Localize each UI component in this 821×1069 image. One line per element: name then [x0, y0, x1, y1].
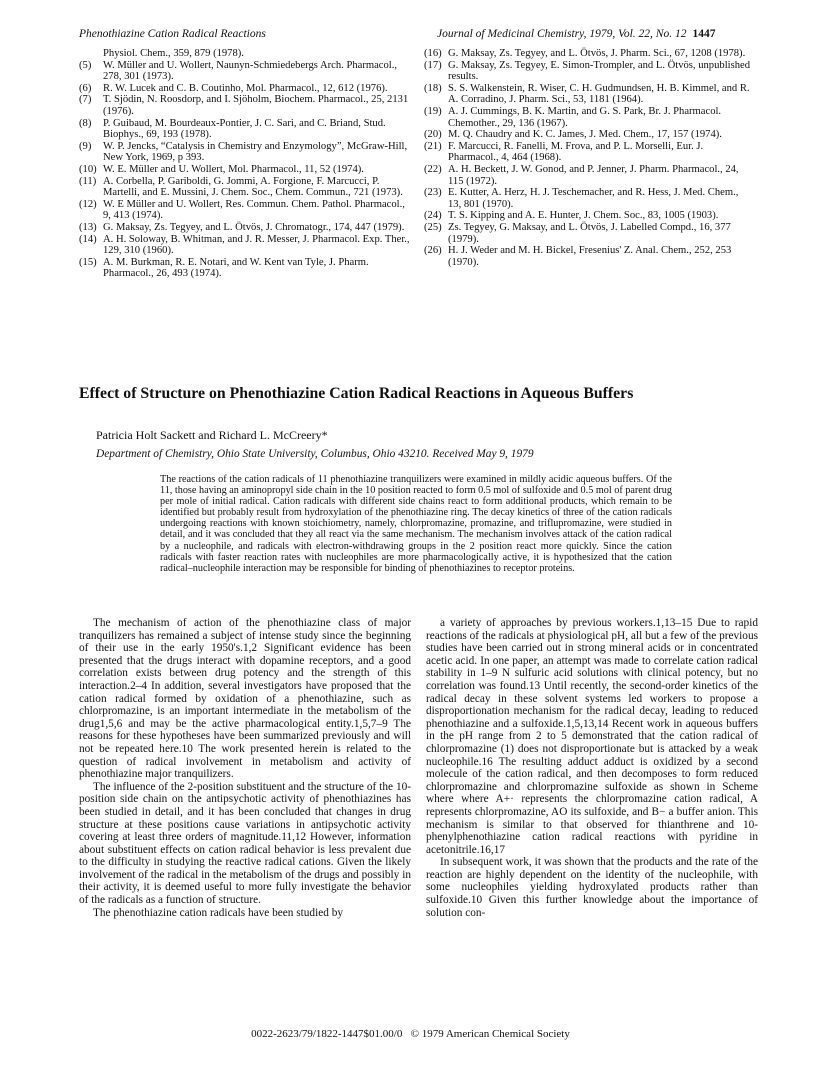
reference-number: (7): [79, 94, 92, 106]
reference-number: (6): [79, 82, 92, 94]
body-paragraph: The phenothiazine cation radicals have been studied by: [93, 906, 344, 919]
body-paragraph: a variety of approaches by previous workers.1,13–15 Due to rapid reactions of the radicals at physiological pH, all but a few of the previous studies have been carried out in strong mineral acids or in concentrated acetic acid. In one paper, an attempt was made to correlate cation radical stability in 1–9 N sulfuric acid solutions with clinical potency, but no correlation was found.13 Until recently, the second-order kinetics of the radical decay in these solvent systems led workers to propose a disproportionation mechanism for the radical decay, leading to reduced phenothiazine and a sulfoxide.1,5,13,14 Recent work in aqueous buffers in the pH range from 2 to 5 demonstrated that the cation radical of chlorpromazine (1) does not disproportionate but is attacked by a weak nucleophile.16 The resulting adduct adduct is oxidized by a second molecule of the cation radical, and then decomposes to form reduced chlorpromazine and chlorpromazine sulfoxide as shown in Scheme where where A+· represents the chlorpromazine cation radical, A represents chlorpromazine, AO its sulfoxide, and B− a buffer anion. This mechanism is similar to that observed for thianthrene and 10-phenylphenothiazine cation radical reactions with pyridine in acetonitrile.16,17: [426, 617, 758, 856]
reference-number: (8): [79, 117, 92, 129]
article-abstract: The reactions of the cation radicals of 11 phenothiazine tranquilizers were examined in mildly acidic aqueous buffers. Of the 11, those having an aminopropyl side chain in the 10 position reacted to form 0.5 mol of sulfoxide and 0.5 mol of parent drug per mole of initial radical. Cation radicals with different side chains react to form additional products, which remain to be identified but probably result from hydroxylation of the phenothiazine ring. The decay kinetics of three of the cation radicals undergoing reactions with known stoichiometry, namely, chlorpromazine, promazine, and triflupromazine, were studied in detail, and it was concluded that they all react via the same mechanism. The mechanism involves attack of the cation radical by a nucleophile, and radicals with electron-withdrawing groups in the 2 position react more quickly. Since the cation radicals with faster reaction rates with nucleophiles are more pharmacologically active, it is hypothesized that the cation radical–nucleophile interaction may be responsible for binding of phenothiazines to receptor proteins.: [160, 474, 672, 574]
reference-text: F. Marcucci, R. Fanelli, M. Frova, and P. L. Morselli, Eur. J. Pharmacol., 4, 464 (1968).: [448, 140, 704, 164]
journal-citation: Journal of Medicinal Chemistry, 1979, Vol. 22, No. 12: [437, 28, 687, 40]
reference-text: G. Maksay, Zs. Tegyey, E. Simon-Trompler, and L. Ötvös, unpublished results.: [448, 59, 751, 83]
reference-number: (24): [424, 210, 442, 222]
article-title: Effect of Structure on Phenothiazine Cation Radical Reactions in Aqueous Buffers: [79, 385, 634, 402]
reference-text: A. Corbella, P. Gariboldi, G. Jommi, A. Forgione, F. Marcucci, P. Martelli, and E. Mussini, J. Chem. Soc., Chem. Commun., 721 (1973).: [103, 175, 403, 199]
references-right-column: [424, 48, 750, 268]
reference-number: (16): [424, 48, 442, 59]
body-paragraph: The influence of the 2-position substituent and the structure of the 10-position side chain on the antipsychotic activity of phenothiazines has been studied in detail, and it has been concluded that changes in drug structure at these positions cause variations in antipsychotic activity covering at least three orders of magnitude.11,12 However, information about substituent effects on cation radical behavior is less prevalent due to the difficulty in studying the reactive radical cations. Given the likely involvement of the radical in the metabolism of the drugs and possibly in their activity, it is deemed useful to more fully investigate the behavior of the radicals as a function of structure.: [79, 780, 411, 907]
reference-text: W. E Müller and U. Wollert, Res. Commun. Chem. Pathol. Pharmacol., 9, 413 (1974).: [103, 198, 405, 222]
reference-number: (25): [424, 221, 442, 233]
reference-text: G. Maksay, Zs. Tegyey, and L. Ötvös, J. Chromatogr., 174, 447 (1979).: [103, 221, 405, 233]
reference-text: W. Müller and U. Wollert, Naunyn-Schmiedebergs Arch. Pharmacol., 278, 301 (1973).: [103, 59, 398, 83]
reference-item: [424, 245, 750, 268]
reference-number: (17): [424, 59, 442, 71]
reference-number: (13): [79, 221, 97, 233]
reference-item: [424, 210, 750, 222]
reference-text: W. E. Müller and U. Wollert, Mol. Pharmacol., 11, 52 (1974).: [103, 163, 364, 175]
reference-number: (12): [79, 198, 97, 210]
reference-number: (26): [424, 245, 442, 257]
reference-text: M. Q. Chaudry and K. C. James, J. Med. Chem., 17, 157 (1974).: [448, 129, 722, 141]
reference-number: (5): [79, 59, 92, 71]
reference-item: [424, 106, 750, 129]
reference-item: [79, 60, 410, 83]
references-left-column: [79, 48, 410, 280]
reference-text: H. J. Weder and M. H. Bickel, Fresenius' Z. Anal. Chem., 252, 253 (1970).: [448, 245, 732, 268]
reference-item: [424, 60, 750, 83]
reference-number: (22): [424, 163, 442, 175]
reference-number: (23): [424, 187, 442, 199]
reference-item: [79, 48, 410, 60]
reference-item: [79, 118, 410, 141]
reference-text: A. J. Cummings, B. K. Martin, and G. S. Park, Br. J. Pharmacol. Chemother., 29, 136 (1967).: [448, 105, 722, 129]
reference-number: (9): [79, 140, 92, 152]
reference-text: A. H. Soloway, B. Whitman, and J. R. Messer, J. Pharmacol. Exp. Ther., 129, 310 (1960).: [103, 233, 410, 257]
reference-number: (18): [424, 82, 442, 94]
reference-item: [424, 164, 750, 187]
body-text-right-column: [426, 617, 758, 919]
reference-text: G. Maksay, Zs. Tegyey, and L. Ötvös, J. Pharm. Sci., 67, 1208 (1978).: [448, 48, 746, 59]
reference-item: [79, 83, 410, 95]
copyright-footer: 0022-2623/79/1822-1447$01.00/0 © 1979 American Chemical Society: [251, 1028, 570, 1040]
reference-text: T. Sjödin, N. Roosdorp, and I. Sjöholm, Biochem. Pharmacol., 25, 2131 (1976).: [103, 94, 409, 117]
running-header-journal: [437, 28, 715, 40]
reference-number: (10): [79, 163, 97, 175]
reference-number: [79, 48, 103, 60]
body-text-left-column: [79, 617, 411, 919]
reference-number: (11): [79, 175, 97, 187]
running-header-title: Phenothiazine Cation Radical Reactions: [79, 28, 266, 40]
body-paragraph: In subsequent work, it was shown that the products and the rate of the reaction are highly dependent on the identity of the nucleophile, with some nucleophiles yielding hydroxylated products rather than sulfoxide.10 Given this further knowledge about the importance of solution con-: [426, 856, 758, 919]
reference-item: [79, 257, 410, 280]
reference-number: (21): [424, 140, 442, 152]
reference-text: R. W. Lucek and C. B. Coutinho, Mol. Pharmacol., 12, 612 (1976).: [103, 82, 388, 94]
reference-number: (14): [79, 233, 97, 245]
article-authors: Patricia Holt Sackett and Richard L. McCreery*: [96, 428, 328, 442]
reference-item: [79, 164, 410, 176]
reference-item: [79, 176, 410, 199]
reference-item: [424, 83, 750, 106]
reference-item: [424, 222, 750, 245]
reference-text: Physiol. Chem., 359, 879 (1978).: [103, 48, 244, 59]
reference-text: E. Kutter, A. Herz, H. J. Teschemacher, and R. Hess, J. Med. Chem., 13, 801 (1970).: [448, 187, 739, 210]
reference-number: (15): [79, 256, 97, 268]
article-affiliation: Department of Chemistry, Ohio State University, Columbus, Ohio 43210. Received May 9, 1979: [96, 448, 534, 460]
reference-item: [424, 141, 750, 164]
reference-item: [424, 48, 750, 60]
reference-text: P. Guibaud, M. Bourdeaux-Pontier, J. C. Sari, and C. Briand, Stud. Biophys., 69, 193 (1978).: [103, 117, 386, 141]
reference-item: [79, 94, 410, 117]
reference-item: [424, 129, 750, 141]
reference-item: [79, 141, 410, 164]
reference-text: A. H. Beckett, J. W. Gonod, and P. Jenner, J. Pharm. Pharmacol., 24, 115 (1972).: [448, 163, 739, 187]
reference-item: [79, 199, 410, 222]
reference-item: [79, 222, 410, 234]
reference-number: (19): [424, 105, 442, 117]
reference-text: Zs. Tegyey, G. Maksay, and L. Ötvös, J. Labelled Compd., 16, 377 (1979).: [448, 221, 731, 245]
reference-text: T. S. Kipping and A. E. Hunter, J. Chem. Soc., 83, 1005 (1903).: [448, 210, 719, 222]
reference-text: W. P. Jencks, “Catalysis in Chemistry and Enzymology”, McGraw-Hill, New York, 1969, p 393.: [103, 140, 408, 164]
reference-item: [424, 187, 750, 210]
body-paragraph: The mechanism of action of the phenothiazine class of major tranquilizers has remained a subject of intense study since the beginning of their use in the early 1950's.1,2 Significant evidence has been presented that the drugs interact with dopamine receptors, and a good correlation exists between drug potency and the strength of this interaction.2–4 In addition, several investigators have proposed that the cation radical formed by oxidation of a phenothiazine, such as chlorpromazine, is an important intermediate in the metabolism of the drug1,5,6 and may be the active pharmacological entity.1,5,7–9 The reasons for these hypotheses have been summarized previously and will not be repeated here.10 The work presented herein is related to the question of radical involvement in metabolism and activity of phenothiazine major tranquilizers.: [79, 617, 411, 781]
reference-text: A. M. Burkman, R. E. Notari, and W. Kent van Tyle, J. Pharm. Pharmacol., 26, 493 (1974).: [103, 256, 369, 280]
reference-item: [79, 234, 410, 257]
reference-number: (20): [424, 129, 442, 141]
page-number: 1447: [692, 28, 716, 40]
reference-text: S. S. Walkenstein, R. Wiser, C. H. Gudmundsen, H. B. Kimmel, and R. A. Corradino, J. Pharm. Sci., 53, 1181 (1964).: [448, 82, 750, 106]
